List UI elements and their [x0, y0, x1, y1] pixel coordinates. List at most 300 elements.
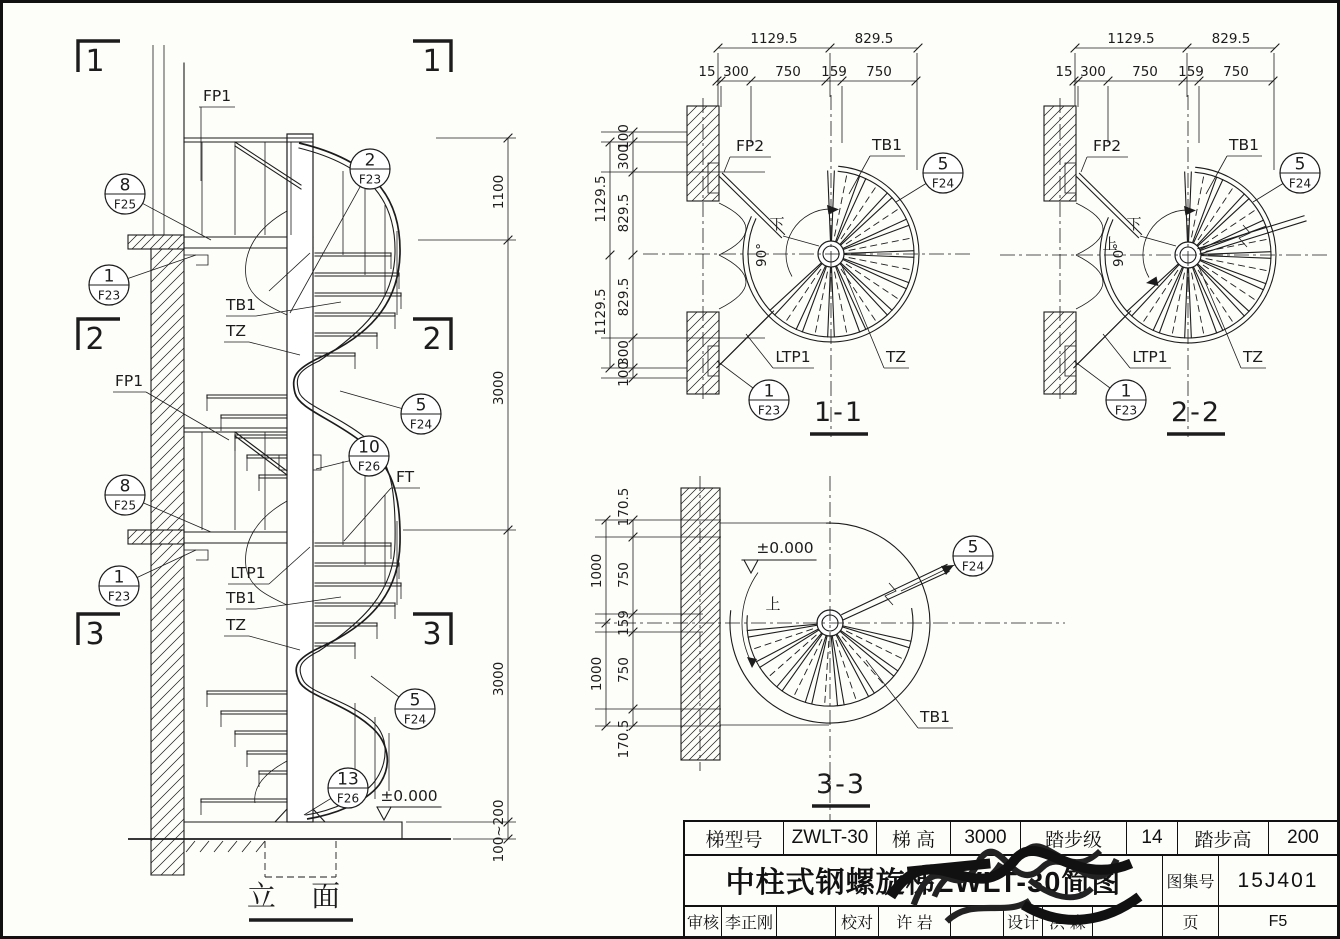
hatch-line [151, 698, 184, 731]
hatch-line [681, 505, 720, 544]
hatch-line [168, 530, 182, 544]
hatch-line [712, 194, 719, 201]
tread-line [828, 267, 831, 337]
tread-line [1159, 267, 1183, 333]
hatch-line [702, 184, 719, 201]
dim-text: 829.5 [616, 277, 632, 317]
title-block [683, 820, 1339, 939]
dim-text: 159 [1178, 64, 1204, 80]
hatch-line [681, 713, 720, 752]
hatch-line [151, 731, 184, 764]
callout-leader [340, 391, 402, 409]
hatch-line [681, 633, 720, 672]
hatch-line [178, 524, 184, 530]
up-flight-cut [1198, 216, 1304, 249]
param-label-riser: 踏步高 [1177, 822, 1268, 854]
ltp-plate [717, 315, 770, 368]
wall [687, 98, 719, 403]
component-label: LTP1 [1132, 348, 1168, 366]
hatch-line [151, 841, 184, 874]
callout-leader [371, 676, 399, 697]
hatch-line [151, 797, 184, 830]
section-number: 1 [85, 44, 105, 79]
tread-line [802, 266, 826, 332]
hatch-line [681, 585, 720, 624]
hatch-line [1044, 106, 1074, 136]
hatch-line [681, 537, 720, 576]
callout-number: 8 [119, 175, 131, 196]
hatch-line [687, 312, 697, 322]
hatch-line [151, 436, 184, 469]
label-leader [146, 392, 229, 440]
hatch-line [692, 174, 719, 201]
embed-plate [1065, 163, 1076, 193]
tread-line [1189, 268, 1192, 338]
callout-number: 5 [1294, 154, 1306, 175]
dim-text: 829.5 [1211, 31, 1251, 47]
tread-line [805, 635, 826, 702]
component-label: TB1 [226, 296, 256, 314]
hatch-line [156, 502, 184, 530]
callout-number: 1 [1120, 381, 1132, 402]
dim-text: 170.5 [616, 487, 632, 527]
wall-break-arc [719, 203, 746, 255]
hatch-line [681, 625, 720, 664]
callout-number: 2 [364, 150, 376, 171]
sheet-title: 中柱式钢螺旋梯ZWLT-30简图 [725, 867, 1122, 899]
helical-handrail [246, 143, 401, 819]
base-gusset [275, 809, 287, 822]
hatch-line [159, 530, 173, 544]
callout-page-ref: F23 [358, 172, 382, 187]
level-annotation: ±0.000 [380, 787, 438, 805]
hatch-line [151, 643, 184, 676]
dim-text: 1100 [491, 174, 507, 210]
hatch-line [151, 577, 184, 610]
hatch-line [151, 654, 184, 687]
hatch-line [1044, 312, 1074, 342]
hatch-line [177, 537, 184, 544]
slab-outline [128, 235, 184, 249]
hatch-line [151, 249, 162, 260]
hatch-line [681, 593, 720, 632]
hatch-line [151, 764, 184, 797]
hatch-line [151, 610, 184, 643]
param-value-height: 3000 [950, 822, 1020, 854]
hatch-line [151, 588, 184, 621]
checker-name: 许 岩 [878, 907, 950, 936]
callout-leader [717, 361, 753, 388]
hatch-line [681, 697, 720, 736]
hatch-line [713, 753, 720, 760]
direction-label: 上 [765, 595, 781, 613]
fp2-edge [783, 236, 819, 246]
component-label: TZ [225, 616, 247, 634]
hatch-line [705, 745, 720, 760]
plan-view-1-1 [593, 31, 971, 437]
embed-plate [708, 163, 719, 193]
tread-line [840, 631, 894, 676]
section-number: 3 [85, 617, 105, 652]
param-value-steps: 14 [1126, 822, 1177, 854]
hatch-line [151, 414, 184, 447]
component-label: TZ [225, 322, 247, 340]
hatch-line [151, 753, 184, 786]
hatch-line [177, 242, 184, 249]
hatch-line [681, 529, 720, 568]
hatch-line [132, 235, 146, 249]
callout-number: 5 [937, 154, 949, 175]
callout-page-ref: F25 [113, 197, 137, 212]
hatch-line [151, 544, 184, 577]
ground-hatch [242, 841, 251, 852]
ground-hatch [214, 841, 223, 852]
hatch-line [151, 555, 184, 588]
callout-page-ref: F26 [336, 791, 360, 806]
page-label: 页 [1162, 907, 1218, 936]
ground-hatch [186, 841, 195, 852]
label-leader [1081, 157, 1087, 172]
hatch-line [681, 689, 720, 728]
elevation-view [78, 41, 516, 920]
hatch-line [681, 665, 720, 704]
component-label: TZ [885, 348, 907, 366]
component-label: FP1 [114, 372, 144, 390]
callout-page-ref: F23 [757, 403, 781, 418]
hatch-line [681, 721, 720, 760]
component-label: LTP1 [230, 564, 266, 582]
dim-text: 1129.5 [593, 288, 609, 336]
component-label: FP2 [1092, 137, 1122, 155]
label-leader [724, 157, 730, 172]
component-label: FP1 [202, 87, 232, 105]
direction-label: 上 [1102, 235, 1118, 253]
tread-line [844, 255, 914, 258]
dimensions-left [593, 124, 765, 387]
component-label: TZ [1242, 348, 1264, 366]
component-label: TB1 [226, 589, 256, 607]
hatch-line [151, 830, 184, 863]
hatch-line [681, 513, 720, 552]
ltp-plate [1074, 315, 1127, 368]
signature-icon [1092, 907, 1162, 936]
tread-line [842, 627, 909, 648]
dim-text: 3000 [491, 661, 507, 697]
hatch-line [151, 469, 184, 502]
dim-text: 15 [698, 64, 716, 80]
hatch-line [1059, 184, 1076, 201]
hatch-line [681, 569, 720, 608]
hatch-line [687, 312, 717, 342]
hatch-line [681, 489, 720, 528]
hatch-line [1044, 106, 1064, 126]
label-leader [842, 266, 884, 368]
plan-view-3-3 [589, 476, 1065, 851]
drawing-canvas [3, 3, 1340, 939]
hatch-line [681, 681, 720, 720]
callout-number: 8 [119, 476, 131, 497]
dim-text: 1000 [589, 553, 605, 589]
up-flight-cut [842, 572, 949, 621]
hatch-line [151, 599, 184, 632]
hatch-line [151, 326, 184, 359]
dim-text: 159 [616, 610, 632, 636]
component-label: TB1 [920, 708, 950, 726]
hatch-line [681, 561, 720, 600]
hatch-line [151, 304, 184, 337]
hatch-line [695, 370, 719, 394]
hatch-line [151, 348, 184, 381]
param-label-height: 梯 高 [876, 822, 950, 854]
tread-line [832, 171, 835, 241]
wall-break-arc [1076, 203, 1103, 255]
callout-leader [1074, 361, 1110, 388]
component-label: TB1 [872, 136, 902, 154]
callout-number: 1 [763, 381, 775, 402]
dim-text: 750 [1223, 64, 1249, 80]
callout-number: 1 [113, 567, 125, 588]
callout-page-ref: F23 [1114, 403, 1138, 418]
hatch-line [151, 392, 184, 425]
direction-label: 下 [769, 215, 785, 233]
tread-line [842, 637, 885, 686]
tread-line [843, 258, 909, 282]
dim-text: 750 [616, 562, 632, 588]
hatch-line [681, 545, 720, 584]
up-flight-cut [1200, 221, 1306, 254]
component-label: FT [395, 468, 415, 486]
component-label: TB1 [1229, 136, 1259, 154]
hatch-line [151, 249, 184, 282]
dim-text: 300 [723, 64, 749, 80]
callout-number: 13 [337, 769, 359, 790]
level-annotation: ±0.000 [756, 539, 814, 557]
section-number: 1 [422, 44, 442, 79]
hatch-line [150, 530, 164, 544]
hatch-line [151, 447, 184, 480]
hatch-line [151, 359, 184, 392]
hatch-line [151, 544, 162, 555]
hatch-line [159, 235, 173, 249]
tread-line [844, 251, 914, 254]
break-line [885, 583, 896, 605]
section-number: 3 [422, 617, 442, 652]
tread-line [1192, 177, 1216, 243]
label-leader [1199, 267, 1241, 368]
hatch-line [1072, 390, 1076, 394]
hatch-line [151, 808, 184, 841]
designer-signature [1092, 907, 1162, 936]
dim-text: 300 [616, 340, 632, 366]
section-marks [78, 41, 451, 652]
tread-line [1189, 172, 1192, 242]
hatch-line [167, 513, 184, 530]
hatch-line [151, 425, 184, 458]
angle-label: 90° [754, 243, 770, 267]
hatch-line [151, 458, 184, 491]
direction-label: 下 [1126, 215, 1142, 233]
hatch-line [681, 553, 720, 592]
callout-leader [1253, 184, 1283, 202]
dim-text: 1000 [589, 656, 605, 692]
hatch-line [141, 530, 155, 544]
reviewer-name: 李正刚 [721, 907, 776, 936]
hatch-line [151, 819, 184, 852]
callout-number: 1 [103, 266, 115, 287]
hatch-line [151, 786, 184, 819]
hatch-line [168, 235, 182, 249]
elevation-labels [113, 87, 441, 920]
hatch-line [681, 649, 720, 688]
hatch-line [1044, 312, 1064, 332]
tread-line [760, 630, 819, 667]
dim-text: 300 [616, 144, 632, 170]
param-label-model: 梯型号 [705, 829, 763, 851]
dim-text: 829.5 [616, 193, 632, 233]
callout-page-ref: F25 [113, 498, 137, 513]
tread-line [1200, 226, 1266, 250]
tread-line [1185, 268, 1188, 338]
callout-page-ref: F24 [931, 176, 955, 191]
level-triangle-icon [744, 560, 758, 573]
hatch-line [681, 609, 720, 648]
hatch-line [687, 312, 707, 332]
hatch-line [681, 577, 720, 616]
hatch-line [1044, 106, 1054, 116]
wall-break-arc [1076, 255, 1103, 309]
callout-page-ref: F24 [409, 417, 433, 432]
callout-page-ref: F24 [961, 559, 985, 574]
dim-text: 1129.5 [1107, 31, 1155, 47]
ground-hatch [256, 841, 265, 852]
hatch-line [151, 665, 184, 698]
view-title: 2-2 [1170, 397, 1222, 428]
reviewer-label: 审核 [686, 915, 719, 932]
hatch-line [151, 566, 184, 599]
hatch-line [687, 106, 707, 126]
tread-line [768, 635, 817, 678]
hatch-line [151, 315, 184, 348]
hatch-line [681, 705, 720, 744]
view-title: 1-1 [813, 397, 865, 428]
tread-line [843, 225, 909, 249]
wall [1044, 98, 1076, 403]
dim-text: 750 [616, 657, 632, 683]
wall-break-arc [719, 255, 746, 309]
hatch-line [151, 403, 184, 436]
elevation-dimensions [403, 134, 516, 862]
designer-label: 设计 [1003, 907, 1042, 936]
title-block-row-credits [685, 907, 1337, 936]
tread-line [1200, 259, 1266, 283]
callout-page-ref: F24 [1288, 176, 1312, 191]
support-bracket [184, 255, 208, 265]
hatch-line [151, 632, 184, 665]
hatch-line [689, 729, 720, 760]
component-label: LTP1 [775, 348, 811, 366]
callout-page-ref: F23 [97, 288, 121, 303]
ground [128, 822, 451, 877]
param-label-steps: 踏步级 [1020, 822, 1126, 854]
tread-line [1201, 252, 1271, 255]
labels [742, 539, 953, 728]
dim-text: 750 [775, 64, 801, 80]
handrail-back [255, 761, 287, 803]
ground-hatch [200, 841, 209, 852]
label-leader [1103, 334, 1130, 368]
plan-view-2-2 [1000, 31, 1328, 437]
hatch-line [151, 720, 184, 753]
callout-number: 5 [415, 395, 427, 416]
dim-text: 829.5 [854, 31, 894, 47]
label-leader [344, 488, 391, 541]
callout-leader [901, 565, 955, 591]
callout-leader [137, 550, 196, 578]
hatch-line [687, 106, 697, 116]
dim-text: 750 [1132, 64, 1158, 80]
hatch-line [172, 863, 184, 875]
label-leader [849, 156, 870, 194]
slab-outline [128, 530, 184, 544]
column-outline [287, 134, 313, 822]
callout-leader [896, 184, 926, 202]
hatch-line [681, 488, 713, 520]
atlas-number-value: 15J401 [1218, 856, 1337, 905]
hatch-line [141, 235, 155, 249]
hatch-line [1052, 370, 1076, 394]
dim-text: 1129.5 [593, 175, 609, 223]
hatch-line [681, 601, 720, 640]
tread-line [825, 641, 829, 706]
callout-number: 10 [358, 437, 380, 458]
hatch-line [1049, 174, 1076, 201]
callout-number: 5 [409, 690, 421, 711]
dim-text: 170.5 [616, 719, 632, 759]
callout-page-ref: F26 [357, 459, 381, 474]
callout-number: 5 [967, 537, 979, 558]
checker-label: 校对 [835, 907, 878, 936]
dim-text: 159 [821, 64, 847, 80]
hatch-line [128, 530, 137, 539]
tread-line [1127, 264, 1178, 311]
designer-name: 洪 森 [1042, 907, 1092, 936]
dim-text: 3000 [491, 370, 507, 406]
tread-line [832, 267, 835, 337]
tread-line [777, 633, 822, 687]
hatch-line [681, 641, 720, 680]
floor-slab-mid [128, 530, 313, 560]
section-number: 2 [85, 322, 105, 357]
atlas-number-label: 图集号 [1162, 856, 1218, 905]
ground-hatch [228, 841, 237, 852]
view-title: 3-3 [815, 769, 867, 800]
hatch-line [151, 709, 184, 742]
label-leader [746, 334, 773, 368]
param-value-model: ZWLT-30 [783, 822, 876, 854]
hatch-line [687, 106, 717, 136]
param-value-riser: 200 [1268, 822, 1337, 854]
callout-page-ref: F24 [403, 712, 427, 727]
hatch-line [151, 249, 173, 271]
hatch-line [151, 742, 184, 775]
tread-line [1201, 256, 1271, 259]
hatch-line [715, 390, 719, 394]
hatch-line [681, 673, 720, 712]
component-label: FP2 [735, 137, 765, 155]
hatch-line [151, 621, 184, 654]
floor-slab-upper [128, 235, 313, 265]
hatch-line [151, 293, 184, 326]
